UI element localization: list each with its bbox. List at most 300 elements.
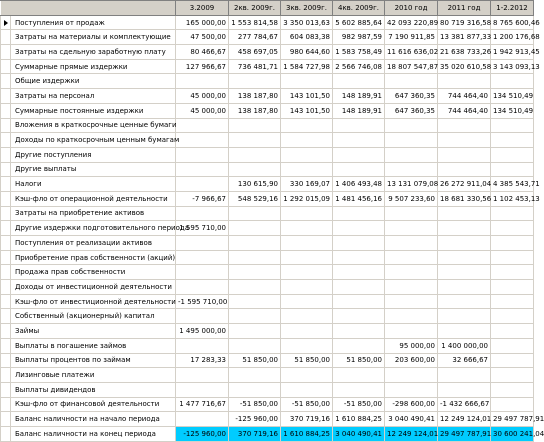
value-cell[interactable] — [176, 206, 229, 221]
table-row[interactable] — [1, 324, 534, 339]
value-cell[interactable] — [281, 206, 333, 221]
row-label: Кэш-фло от операционной деятельности — [11, 191, 176, 206]
row-indicator[interactable] — [1, 368, 11, 383]
value-cell[interactable]: 13 131 079,08 — [385, 177, 438, 192]
value-cell[interactable]: 42 093 220,89 — [385, 15, 438, 30]
value-cell[interactable]: 130 615,90 — [229, 177, 281, 192]
value-cell[interactable]: 744 464,40 — [438, 89, 491, 104]
value-cell[interactable] — [281, 162, 333, 177]
table-row[interactable] — [1, 265, 534, 280]
value-cell[interactable]: 13 381 877,33 — [438, 30, 491, 45]
value-cell[interactable]: 148 189,91 — [333, 103, 385, 118]
value-cell[interactable]: 143 101,50 — [281, 103, 333, 118]
value-cell[interactable]: 3 350 013,63 — [281, 15, 333, 30]
value-cell[interactable]: 12 249 124,01 — [438, 412, 491, 427]
value-cell[interactable] — [438, 309, 491, 324]
value-cell[interactable] — [229, 118, 281, 133]
row-indicator[interactable] — [1, 103, 11, 118]
value-cell[interactable] — [281, 74, 333, 89]
table-row[interactable] — [1, 133, 534, 148]
value-cell[interactable]: 1 400 000,00 — [438, 338, 491, 353]
table-row[interactable] — [1, 59, 534, 74]
current-row-arrow-icon — [4, 20, 8, 26]
value-cell[interactable]: 32 666,67 — [438, 353, 491, 368]
value-cell[interactable]: 1 610 884,25 — [333, 412, 385, 427]
value-cell[interactable] — [333, 368, 385, 383]
value-cell[interactable] — [281, 324, 333, 339]
value-cell[interactable] — [491, 338, 534, 353]
value-cell[interactable]: 203 600,00 — [385, 353, 438, 368]
row-label: Суммарные постоянные издержки — [11, 103, 176, 118]
value-cell[interactable] — [333, 338, 385, 353]
value-cell[interactable]: 138 187,80 — [229, 89, 281, 104]
value-cell[interactable]: -51 850,00 — [281, 397, 333, 412]
value-cell[interactable]: 3 040 490,41 — [385, 412, 438, 427]
value-cell[interactable] — [385, 221, 438, 236]
value-cell[interactable] — [333, 236, 385, 251]
column-header[interactable]: 1-2.2012 — [491, 1, 534, 16]
value-cell[interactable] — [281, 294, 333, 309]
value-cell[interactable]: 18 807 547,87 — [385, 59, 438, 74]
row-indicator[interactable] — [1, 74, 11, 89]
value-cell[interactable] — [438, 133, 491, 148]
row-label: Затраты на сдельную заработную плату — [11, 45, 176, 60]
value-cell[interactable]: 277 784,67 — [229, 30, 281, 45]
table-row[interactable] — [1, 103, 534, 118]
value-cell[interactable] — [229, 206, 281, 221]
value-cell[interactable]: 458 697,05 — [229, 45, 281, 60]
table-row[interactable] — [1, 309, 534, 324]
value-cell[interactable]: 330 169,07 — [281, 177, 333, 192]
value-cell[interactable] — [229, 280, 281, 295]
value-cell[interactable]: 51 850,00 — [229, 353, 281, 368]
value-cell[interactable] — [333, 309, 385, 324]
value-cell[interactable]: 30 600 241,04 — [491, 426, 534, 441]
value-cell[interactable]: 9 507 233,60 — [385, 191, 438, 206]
value-cell[interactable]: 47 500,00 — [176, 30, 229, 45]
value-cell[interactable] — [176, 236, 229, 251]
value-cell[interactable] — [333, 133, 385, 148]
row-label: Кэш-фло от инвестиционной деятельности — [11, 294, 176, 309]
value-cell[interactable]: 134 510,49 — [491, 89, 534, 104]
row-indicator[interactable] — [1, 338, 11, 353]
value-cell[interactable]: -7 966,67 — [176, 191, 229, 206]
value-cell[interactable] — [438, 324, 491, 339]
value-cell[interactable]: 1 406 493,48 — [333, 177, 385, 192]
value-cell[interactable]: 143 101,50 — [281, 89, 333, 104]
table-row[interactable] — [1, 294, 534, 309]
value-cell[interactable]: 1 595 710,00 — [176, 221, 229, 236]
value-cell[interactable] — [176, 250, 229, 265]
header-row — [1, 1, 534, 16]
value-cell[interactable]: 80 466,67 — [176, 45, 229, 60]
value-cell[interactable]: 370 719,16 — [281, 412, 333, 427]
value-cell[interactable] — [385, 118, 438, 133]
column-header[interactable]: 4кв. 2009г. — [333, 1, 385, 16]
table-row[interactable] — [1, 118, 534, 133]
value-cell[interactable]: 127 966,67 — [176, 59, 229, 74]
table-row[interactable] — [1, 162, 534, 177]
value-cell[interactable]: 548 529,16 — [229, 191, 281, 206]
row-label: Затраты на материалы и комплектующие — [11, 30, 176, 45]
column-header[interactable]: 2кв. 2009г. — [229, 1, 281, 16]
value-cell[interactable] — [229, 236, 281, 251]
value-cell[interactable]: 18 681 330,56 — [438, 191, 491, 206]
value-cell[interactable]: 29 497 787,91 — [438, 426, 491, 441]
row-indicator[interactable] — [1, 133, 11, 148]
value-cell[interactable] — [385, 250, 438, 265]
value-cell[interactable] — [491, 118, 534, 133]
table-row[interactable] — [1, 89, 534, 104]
value-cell[interactable]: 3 143 093,13 — [491, 59, 534, 74]
value-cell[interactable] — [491, 221, 534, 236]
value-cell[interactable] — [385, 162, 438, 177]
table-row[interactable] — [1, 221, 534, 236]
value-cell[interactable] — [176, 368, 229, 383]
table-row[interactable] — [1, 280, 534, 295]
table-row[interactable] — [1, 45, 534, 60]
value-cell[interactable]: 11 616 636,02 — [385, 45, 438, 60]
value-cell[interactable]: 647 360,35 — [385, 89, 438, 104]
value-cell[interactable] — [176, 118, 229, 133]
row-label: Другие выплаты — [11, 162, 176, 177]
value-cell[interactable]: -1 432 666,67 — [438, 397, 491, 412]
value-cell[interactable] — [281, 265, 333, 280]
value-cell[interactable]: -51 850,00 — [333, 397, 385, 412]
table-row[interactable] — [1, 15, 534, 30]
value-cell[interactable] — [176, 412, 229, 427]
row-label: Лизинговые платежи — [11, 368, 176, 383]
row-label: Вложения в краткосрочные ценные бумаги — [11, 118, 176, 133]
row-indicator[interactable] — [1, 147, 11, 162]
row-label: Поступления от реализации активов — [11, 236, 176, 251]
value-cell[interactable]: -1 595 710,00 — [176, 294, 229, 309]
value-cell[interactable] — [333, 324, 385, 339]
value-cell[interactable] — [229, 162, 281, 177]
value-cell[interactable] — [385, 324, 438, 339]
value-cell[interactable] — [229, 294, 281, 309]
table-row[interactable] — [1, 382, 534, 397]
value-cell[interactable] — [491, 147, 534, 162]
value-cell[interactable] — [385, 368, 438, 383]
value-cell[interactable]: 80 719 316,58 — [438, 15, 491, 30]
row-indicator[interactable] — [1, 309, 11, 324]
row-label: Общие издержки — [11, 74, 176, 89]
value-cell[interactable] — [438, 280, 491, 295]
value-cell[interactable]: 1 102 453,13 — [491, 191, 534, 206]
value-cell[interactable] — [491, 309, 534, 324]
value-cell[interactable] — [176, 265, 229, 280]
value-cell[interactable] — [229, 133, 281, 148]
value-cell[interactable] — [385, 74, 438, 89]
value-cell[interactable] — [333, 206, 385, 221]
table-row[interactable] — [1, 397, 534, 412]
value-cell[interactable]: 21 638 733,26 — [438, 45, 491, 60]
value-cell[interactable] — [438, 147, 491, 162]
value-cell[interactable]: 1 583 758,49 — [333, 45, 385, 60]
value-cell[interactable] — [333, 147, 385, 162]
value-cell[interactable] — [229, 309, 281, 324]
table-row[interactable] — [1, 236, 534, 251]
row-indicator[interactable] — [1, 15, 11, 30]
row-indicator[interactable] — [1, 45, 11, 60]
value-cell[interactable] — [438, 382, 491, 397]
row-label: Другие издержки подготовительного периода — [11, 221, 176, 236]
row-indicator[interactable] — [1, 191, 11, 206]
row-indicator[interactable] — [1, 177, 11, 192]
value-cell[interactable] — [281, 368, 333, 383]
table-row[interactable] — [1, 250, 534, 265]
value-cell[interactable] — [333, 162, 385, 177]
value-cell[interactable] — [491, 353, 534, 368]
row-indicator[interactable] — [1, 294, 11, 309]
row-indicator[interactable] — [1, 426, 11, 441]
table-row[interactable] — [1, 338, 534, 353]
value-cell[interactable]: 736 481,71 — [229, 59, 281, 74]
row-label: Выплаты дивидендов — [11, 382, 176, 397]
value-cell[interactable] — [229, 368, 281, 383]
value-cell[interactable] — [385, 265, 438, 280]
value-cell[interactable]: 744 464,40 — [438, 103, 491, 118]
value-cell[interactable] — [491, 382, 534, 397]
row-indicator[interactable] — [1, 221, 11, 236]
value-cell[interactable]: 51 850,00 — [281, 353, 333, 368]
value-cell[interactable]: 1 495 000,00 — [176, 324, 229, 339]
row-indicator[interactable] — [1, 162, 11, 177]
value-cell[interactable]: 51 850,00 — [333, 353, 385, 368]
value-cell[interactable]: 45 000,00 — [176, 89, 229, 104]
table-row[interactable] — [1, 206, 534, 221]
value-cell[interactable] — [176, 133, 229, 148]
row-label: Поступления от продаж — [11, 15, 176, 30]
value-cell[interactable]: -125 960,00 — [176, 426, 229, 441]
value-cell[interactable] — [333, 265, 385, 280]
value-cell[interactable]: -298 600,00 — [385, 397, 438, 412]
row-indicator[interactable] — [1, 397, 11, 412]
value-cell[interactable] — [438, 118, 491, 133]
value-cell[interactable] — [491, 324, 534, 339]
value-cell[interactable] — [438, 162, 491, 177]
value-cell[interactable] — [281, 133, 333, 148]
value-cell[interactable]: -51 850,00 — [229, 397, 281, 412]
value-cell[interactable] — [385, 236, 438, 251]
value-cell[interactable]: 3 040 490,41 — [333, 426, 385, 441]
table-row[interactable] — [1, 426, 534, 441]
table-row[interactable] — [1, 177, 534, 192]
value-cell[interactable]: 4 385 543,71 — [491, 177, 534, 192]
value-cell[interactable]: 1 477 716,67 — [176, 397, 229, 412]
value-cell[interactable] — [333, 118, 385, 133]
row-indicator[interactable] — [1, 353, 11, 368]
value-cell[interactable] — [333, 294, 385, 309]
value-cell[interactable]: 647 360,35 — [385, 103, 438, 118]
value-cell[interactable] — [229, 338, 281, 353]
value-cell[interactable] — [491, 397, 534, 412]
table-row[interactable] — [1, 412, 534, 427]
value-cell[interactable]: 165 000,00 — [176, 15, 229, 30]
value-cell[interactable] — [385, 309, 438, 324]
value-cell[interactable] — [176, 280, 229, 295]
value-cell[interactable] — [333, 280, 385, 295]
row-indicator[interactable] — [1, 250, 11, 265]
value-cell[interactable]: 5 602 885,64 — [333, 15, 385, 30]
value-cell[interactable] — [385, 147, 438, 162]
row-indicator[interactable] — [1, 324, 11, 339]
table-row[interactable] — [1, 30, 534, 45]
row-label: Суммарные прямые издержки — [11, 59, 176, 74]
value-cell[interactable] — [176, 147, 229, 162]
value-cell[interactable]: 35 020 610,58 — [438, 59, 491, 74]
row-label: Баланс наличности на начало периода — [11, 412, 176, 427]
row-indicator[interactable] — [1, 412, 11, 427]
row-label: Кэш-фло от финансовой деятельности — [11, 397, 176, 412]
value-cell[interactable]: 8 765 600,46 — [491, 15, 534, 30]
value-cell[interactable] — [281, 382, 333, 397]
value-cell[interactable]: -125 960,00 — [229, 412, 281, 427]
value-cell[interactable] — [491, 280, 534, 295]
column-header[interactable]: 3.2009 — [176, 1, 229, 16]
value-cell[interactable]: 134 510,49 — [491, 103, 534, 118]
value-cell[interactable] — [281, 309, 333, 324]
table-row[interactable] — [1, 191, 534, 206]
value-cell[interactable] — [491, 368, 534, 383]
value-cell[interactable] — [333, 74, 385, 89]
value-cell[interactable] — [176, 162, 229, 177]
table-row[interactable] — [1, 147, 534, 162]
row-indicator[interactable] — [1, 382, 11, 397]
row-label: Другие поступления — [11, 147, 176, 162]
value-cell[interactable] — [491, 74, 534, 89]
value-cell[interactable] — [491, 250, 534, 265]
value-cell[interactable]: 1 200 176,68 — [491, 30, 534, 45]
column-header[interactable]: 2011 год — [438, 1, 491, 16]
table-row[interactable] — [1, 353, 534, 368]
row-label: Выплаты процентов по займам — [11, 353, 176, 368]
value-cell[interactable] — [176, 309, 229, 324]
row-label: Налоги — [11, 177, 176, 192]
row-label: Затраты на персонал — [11, 89, 176, 104]
row-indicator[interactable] — [1, 118, 11, 133]
value-cell[interactable]: 7 190 911,85 — [385, 30, 438, 45]
row-label: Приобретение прав собственности (акций) — [11, 250, 176, 265]
value-cell[interactable] — [229, 74, 281, 89]
value-cell[interactable]: 1 292 015,09 — [281, 191, 333, 206]
table-row[interactable] — [1, 368, 534, 383]
value-cell[interactable]: 1 553 814,58 — [229, 15, 281, 30]
value-cell[interactable] — [385, 382, 438, 397]
value-cell[interactable] — [176, 177, 229, 192]
value-cell[interactable] — [385, 280, 438, 295]
value-cell[interactable]: 26 272 911,04 — [438, 177, 491, 192]
value-cell[interactable] — [281, 250, 333, 265]
value-cell[interactable] — [438, 74, 491, 89]
value-cell[interactable] — [229, 382, 281, 397]
row-label: Займы — [11, 324, 176, 339]
column-header[interactable]: 2010 год — [385, 1, 438, 16]
row-label: Доходы от инвестиционной деятельности — [11, 280, 176, 295]
header-corner — [1, 1, 176, 16]
value-cell[interactable] — [229, 324, 281, 339]
row-indicator[interactable] — [1, 236, 11, 251]
value-cell[interactable] — [176, 382, 229, 397]
value-cell[interactable]: 1 942 913,45 — [491, 45, 534, 60]
value-cell[interactable]: 95 000,00 — [385, 338, 438, 353]
row-label: Выплаты в погашение займов — [11, 338, 176, 353]
value-cell[interactable] — [229, 265, 281, 280]
value-cell[interactable] — [385, 206, 438, 221]
value-cell[interactable] — [281, 236, 333, 251]
value-cell[interactable]: 980 644,60 — [281, 45, 333, 60]
value-cell[interactable] — [229, 147, 281, 162]
column-header[interactable]: 3кв. 2009г. — [281, 1, 333, 16]
row-label: Собственный (акционерный) капитал — [11, 309, 176, 324]
value-cell[interactable] — [438, 265, 491, 280]
value-cell[interactable] — [281, 280, 333, 295]
value-cell[interactable] — [438, 250, 491, 265]
value-cell[interactable] — [385, 133, 438, 148]
value-cell[interactable]: 148 189,91 — [333, 89, 385, 104]
row-label: Затраты на приобретение активов — [11, 206, 176, 221]
value-cell[interactable] — [281, 118, 333, 133]
value-cell[interactable]: 29 497 787,91 — [491, 412, 534, 427]
row-indicator[interactable] — [1, 89, 11, 104]
value-cell[interactable] — [281, 338, 333, 353]
value-cell[interactable]: 138 187,80 — [229, 103, 281, 118]
row-indicator[interactable] — [1, 206, 11, 221]
value-cell[interactable]: 12 249 124,01 — [385, 426, 438, 441]
value-cell[interactable] — [491, 206, 534, 221]
value-cell[interactable] — [176, 338, 229, 353]
value-cell[interactable] — [438, 368, 491, 383]
value-cell[interactable] — [333, 221, 385, 236]
value-cell[interactable] — [491, 133, 534, 148]
value-cell[interactable]: 1 610 884,25 — [281, 426, 333, 441]
value-cell[interactable]: 2 566 746,08 — [333, 59, 385, 74]
value-cell[interactable] — [491, 294, 534, 309]
value-cell[interactable] — [385, 294, 438, 309]
value-cell[interactable] — [438, 294, 491, 309]
row-indicator[interactable] — [1, 30, 11, 45]
value-cell[interactable] — [438, 206, 491, 221]
value-cell[interactable] — [491, 265, 534, 280]
table-row[interactable] — [1, 74, 534, 89]
row-indicator[interactable] — [1, 265, 11, 280]
row-indicator[interactable] — [1, 59, 11, 74]
value-cell[interactable]: 1 584 727,98 — [281, 59, 333, 74]
value-cell[interactable] — [176, 74, 229, 89]
value-cell[interactable] — [438, 221, 491, 236]
value-cell[interactable] — [229, 221, 281, 236]
row-label: Продажа прав собственности — [11, 265, 176, 280]
row-indicator[interactable] — [1, 280, 11, 295]
value-cell[interactable] — [333, 382, 385, 397]
value-cell[interactable] — [281, 221, 333, 236]
value-cell[interactable] — [491, 162, 534, 177]
value-cell[interactable]: 45 000,00 — [176, 103, 229, 118]
value-cell[interactable] — [491, 236, 534, 251]
value-cell[interactable]: 604 083,38 — [281, 30, 333, 45]
value-cell[interactable]: 1 481 456,16 — [333, 191, 385, 206]
value-cell[interactable] — [281, 147, 333, 162]
value-cell[interactable]: 982 987,59 — [333, 30, 385, 45]
value-cell[interactable] — [333, 250, 385, 265]
row-label: Доходы по краткосрочным ценным бумагам — [11, 133, 176, 148]
value-cell[interactable]: 17 283,33 — [176, 353, 229, 368]
row-label: Баланс наличности на конец периода — [11, 426, 176, 441]
value-cell[interactable] — [229, 250, 281, 265]
value-cell[interactable]: 370 719,16 — [229, 426, 281, 441]
value-cell[interactable] — [438, 236, 491, 251]
